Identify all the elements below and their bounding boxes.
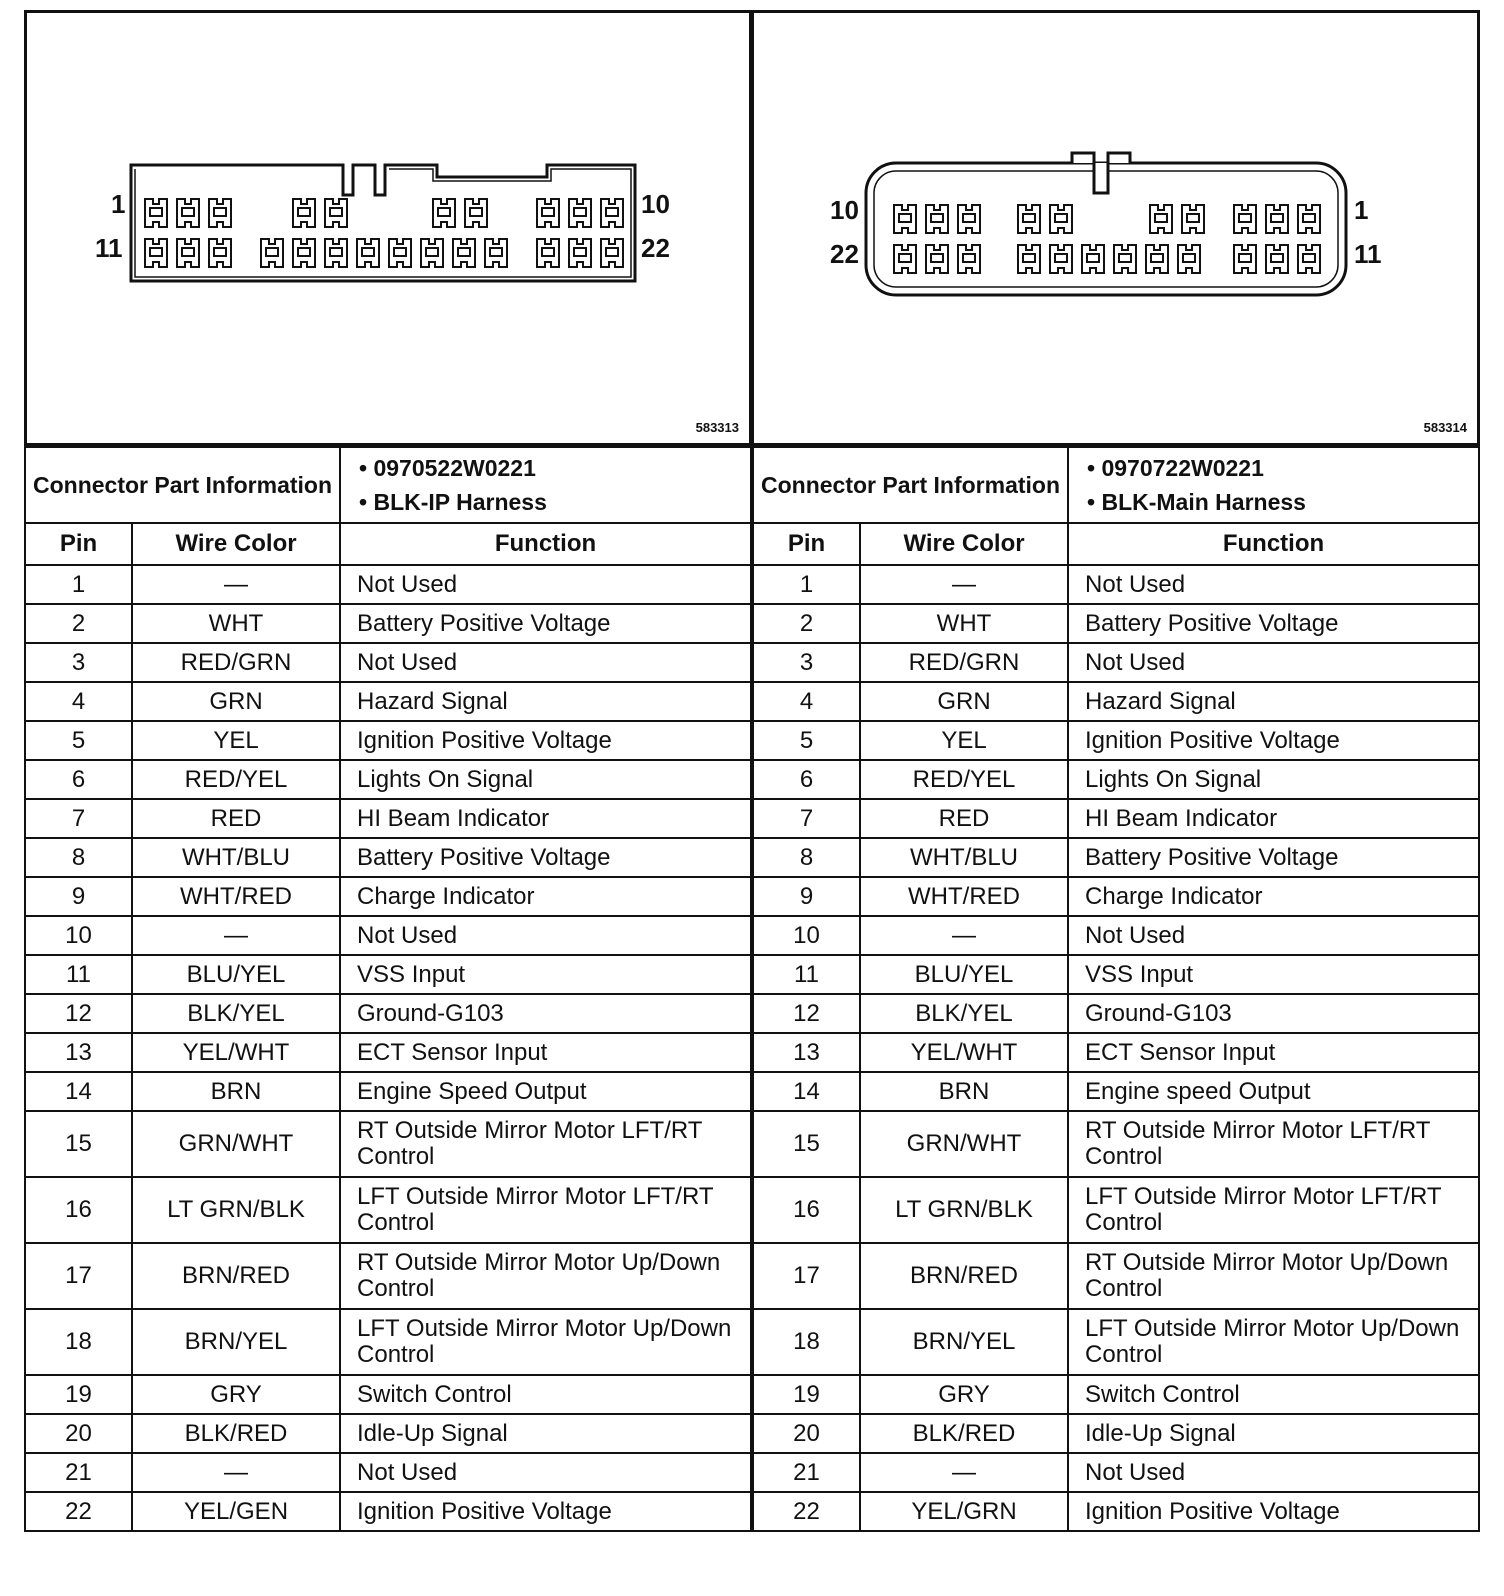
pin-function-cell: LFT Outside Mirror Motor Up/Down Control bbox=[340, 1309, 751, 1375]
table-row bbox=[25, 1177, 751, 1243]
pin-cavity bbox=[1298, 245, 1320, 273]
pin-pin-cell: 1 bbox=[753, 565, 860, 604]
pin-function-cell: Idle-Up Signal bbox=[340, 1414, 751, 1453]
pin-function-cell: Charge Indicator bbox=[1068, 877, 1479, 916]
pin-color-cell: LT GRN/BLK bbox=[860, 1177, 1068, 1243]
pin-function-cell: Engine Speed Output bbox=[340, 1072, 751, 1111]
right-pin-label-10: 10 bbox=[830, 195, 859, 225]
left-pin-label-22: 22 bbox=[641, 233, 670, 263]
pin-color-cell: BLK/YEL bbox=[132, 994, 340, 1033]
pin-cavity bbox=[537, 199, 559, 227]
pin-color-cell: BRN/RED bbox=[860, 1243, 1068, 1309]
pin-function-cell: Not Used bbox=[1068, 565, 1479, 604]
pin-cavity bbox=[1082, 245, 1104, 273]
pin-pin-cell: 8 bbox=[25, 838, 132, 877]
pin-color-cell: GRN/WHT bbox=[132, 1111, 340, 1177]
pin-pin-cell: 15 bbox=[25, 1111, 132, 1177]
pin-color-cell: WHT bbox=[132, 604, 340, 643]
table-row bbox=[753, 1177, 1479, 1243]
pin-function-cell: HI Beam Indicator bbox=[340, 799, 751, 838]
pin-pin-cell: 12 bbox=[753, 994, 860, 1033]
pin-function-cell: LFT Outside Mirror Motor Up/Down Control bbox=[1068, 1309, 1479, 1375]
pin-function-cell: Switch Control bbox=[340, 1375, 751, 1414]
pin-cavity bbox=[293, 199, 315, 227]
right-header-function: Function bbox=[1068, 523, 1479, 565]
left-part-info bbox=[340, 447, 751, 523]
pin-pin-cell: 7 bbox=[753, 799, 860, 838]
pin-color-cell: YEL/GEN bbox=[132, 1492, 340, 1531]
pin-color-cell: LT GRN/BLK bbox=[132, 1177, 340, 1243]
pin-pin-cell: 18 bbox=[753, 1309, 860, 1375]
pin-function-cell: Lights On Signal bbox=[1068, 760, 1479, 799]
pin-function-cell: Ignition Positive Voltage bbox=[340, 721, 751, 760]
right-header-color: Wire Color bbox=[860, 523, 1068, 565]
right-connector-drawing bbox=[754, 13, 1478, 443]
right-pin-label-1: 1 bbox=[1354, 195, 1369, 225]
table-row bbox=[25, 1111, 751, 1177]
pin-pin-cell: 9 bbox=[753, 877, 860, 916]
pin-color-cell: RED/YEL bbox=[132, 760, 340, 799]
pin-cavity bbox=[145, 239, 167, 267]
pin-color-cell: BRN/YEL bbox=[132, 1309, 340, 1375]
pin-cavity bbox=[293, 239, 315, 267]
pin-pin-cell: 15 bbox=[753, 1111, 860, 1177]
pin-color-cell: — bbox=[132, 1453, 340, 1492]
table-row bbox=[25, 565, 751, 604]
pin-function-cell: HI Beam Indicator bbox=[1068, 799, 1479, 838]
pin-color-cell: RED bbox=[860, 799, 1068, 838]
pin-pin-cell: 2 bbox=[25, 604, 132, 643]
pin-cavity bbox=[145, 199, 167, 227]
table-row bbox=[753, 1453, 1479, 1492]
pin-function-cell: VSS Input bbox=[340, 955, 751, 994]
right-header-pin: Pin bbox=[753, 523, 860, 565]
pin-pin-cell: 12 bbox=[25, 994, 132, 1033]
pin-cavity bbox=[537, 239, 559, 267]
pin-function-cell: Battery Positive Voltage bbox=[340, 604, 751, 643]
pin-function-cell: Ignition Positive Voltage bbox=[340, 1492, 751, 1531]
pin-cavity bbox=[958, 245, 980, 273]
table-row bbox=[25, 1453, 751, 1492]
pin-cavity bbox=[453, 239, 475, 267]
pin-pin-cell: 20 bbox=[753, 1414, 860, 1453]
pin-pin-cell: 9 bbox=[25, 877, 132, 916]
pin-cavity bbox=[1018, 205, 1040, 233]
pin-pin-cell: 11 bbox=[753, 955, 860, 994]
pin-pin-cell: 19 bbox=[25, 1375, 132, 1414]
pin-cavity bbox=[926, 205, 948, 233]
pin-function-cell: Idle-Up Signal bbox=[1068, 1414, 1479, 1453]
pin-pin-cell: 21 bbox=[25, 1453, 132, 1492]
pin-function-cell: Not Used bbox=[340, 916, 751, 955]
table-row bbox=[753, 1309, 1479, 1375]
pin-cavity bbox=[1150, 205, 1172, 233]
left-header-color: Wire Color bbox=[132, 523, 340, 565]
table-row bbox=[25, 682, 751, 721]
left-connector-drawing bbox=[27, 13, 751, 443]
pin-color-cell: RED/GRN bbox=[860, 643, 1068, 682]
left-figure-id: 583313 bbox=[695, 420, 739, 435]
pin-color-cell: BRN bbox=[860, 1072, 1068, 1111]
pin-function-cell: Engine speed Output bbox=[1068, 1072, 1479, 1111]
pin-color-cell: YEL bbox=[860, 721, 1068, 760]
pin-color-cell: RED bbox=[132, 799, 340, 838]
pin-pin-cell: 8 bbox=[753, 838, 860, 877]
left-pin-label-10: 10 bbox=[641, 189, 670, 219]
right-connector-diagram bbox=[752, 10, 1480, 446]
pin-pin-cell: 13 bbox=[25, 1033, 132, 1072]
pin-pin-cell: 20 bbox=[25, 1414, 132, 1453]
pin-cavity bbox=[389, 239, 411, 267]
left-info-label: Connector Part Information bbox=[25, 447, 340, 523]
pin-function-cell: Not Used bbox=[340, 565, 751, 604]
pin-cavity bbox=[1234, 205, 1256, 233]
pin-cavity bbox=[421, 239, 443, 267]
table-row bbox=[753, 643, 1479, 682]
pin-color-cell: BLU/YEL bbox=[132, 955, 340, 994]
left-pin-rows bbox=[25, 565, 751, 1531]
pin-pin-cell: 18 bbox=[25, 1309, 132, 1375]
pin-color-cell: — bbox=[860, 916, 1068, 955]
pin-function-cell: Not Used bbox=[340, 643, 751, 682]
pin-function-cell: Battery Positive Voltage bbox=[340, 838, 751, 877]
pin-color-cell: WHT/RED bbox=[132, 877, 340, 916]
left-cavity-group bbox=[145, 199, 623, 267]
pin-cavity bbox=[1178, 245, 1200, 273]
table-row bbox=[753, 565, 1479, 604]
table-row bbox=[753, 1375, 1479, 1414]
pin-color-cell: YEL bbox=[132, 721, 340, 760]
pin-cavity bbox=[1114, 245, 1136, 273]
pin-pin-cell: 4 bbox=[753, 682, 860, 721]
pin-function-cell: Battery Positive Voltage bbox=[1068, 604, 1479, 643]
pin-pin-cell: 7 bbox=[25, 799, 132, 838]
left-pin-label-11: 11 bbox=[95, 233, 123, 263]
table-row bbox=[25, 877, 751, 916]
right-part-number: • 0970722W0221 bbox=[1087, 451, 1472, 485]
pin-function-cell: Not Used bbox=[340, 1453, 751, 1492]
connector-sheet bbox=[24, 10, 1480, 1582]
right-part-info bbox=[1068, 447, 1479, 523]
right-pinout-table bbox=[752, 446, 1480, 1532]
pin-cavity bbox=[569, 199, 591, 227]
table-row bbox=[25, 838, 751, 877]
left-connector-panel bbox=[24, 10, 752, 1582]
table-row bbox=[25, 994, 751, 1033]
pin-pin-cell: 3 bbox=[753, 643, 860, 682]
table-row bbox=[25, 1309, 751, 1375]
pin-color-cell: BLK/RED bbox=[860, 1414, 1068, 1453]
pin-cavity bbox=[485, 239, 507, 267]
pin-pin-cell: 1 bbox=[25, 565, 132, 604]
pin-function-cell: Hazard Signal bbox=[340, 682, 751, 721]
pin-pin-cell: 3 bbox=[25, 643, 132, 682]
pin-function-cell: Lights On Signal bbox=[340, 760, 751, 799]
table-row bbox=[753, 955, 1479, 994]
table-row bbox=[25, 643, 751, 682]
table-row bbox=[25, 1243, 751, 1309]
table-row bbox=[25, 1375, 751, 1414]
pin-pin-cell: 16 bbox=[753, 1177, 860, 1243]
pin-function-cell: Ignition Positive Voltage bbox=[1068, 721, 1479, 760]
right-connector-panel bbox=[752, 10, 1480, 1582]
pin-color-cell: RED/YEL bbox=[860, 760, 1068, 799]
table-row bbox=[25, 916, 751, 955]
pin-cavity bbox=[209, 199, 231, 227]
pin-color-cell: WHT bbox=[860, 604, 1068, 643]
pin-cavity bbox=[209, 239, 231, 267]
pin-cavity bbox=[325, 199, 347, 227]
pin-cavity bbox=[1266, 205, 1288, 233]
left-pinout-table bbox=[24, 446, 752, 1532]
pin-cavity bbox=[177, 239, 199, 267]
pin-pin-cell: 4 bbox=[25, 682, 132, 721]
table-row bbox=[753, 682, 1479, 721]
right-harness: • BLK-Main Harness bbox=[1087, 485, 1472, 519]
pin-pin-cell: 2 bbox=[753, 604, 860, 643]
table-row bbox=[25, 799, 751, 838]
pin-function-cell: Ground-G103 bbox=[1068, 994, 1479, 1033]
pin-function-cell: RT Outside Mirror Motor Up/Down Control bbox=[340, 1243, 751, 1309]
table-row bbox=[753, 1033, 1479, 1072]
pin-function-cell: Not Used bbox=[1068, 643, 1479, 682]
pin-color-cell: YEL/WHT bbox=[860, 1033, 1068, 1072]
table-row bbox=[25, 1033, 751, 1072]
pin-function-cell: Ground-G103 bbox=[340, 994, 751, 1033]
right-cavity-group bbox=[894, 205, 1320, 273]
pin-cavity bbox=[1050, 245, 1072, 273]
pin-pin-cell: 6 bbox=[25, 760, 132, 799]
pin-cavity bbox=[894, 245, 916, 273]
table-row bbox=[25, 1072, 751, 1111]
pin-cavity bbox=[433, 199, 455, 227]
table-row bbox=[25, 1492, 751, 1531]
pin-function-cell: ECT Sensor Input bbox=[340, 1033, 751, 1072]
pin-cavity bbox=[1018, 245, 1040, 273]
pin-cavity bbox=[1182, 205, 1204, 233]
pin-pin-cell: 22 bbox=[25, 1492, 132, 1531]
pin-function-cell: Battery Positive Voltage bbox=[1068, 838, 1479, 877]
table-row bbox=[753, 721, 1479, 760]
pin-cavity bbox=[261, 239, 283, 267]
pin-color-cell: BLU/YEL bbox=[860, 955, 1068, 994]
pin-cavity bbox=[894, 205, 916, 233]
pin-cavity bbox=[1146, 245, 1168, 273]
table-row bbox=[25, 604, 751, 643]
pin-color-cell: — bbox=[860, 565, 1068, 604]
pin-function-cell: LFT Outside Mirror Motor LFT/RT Control bbox=[340, 1177, 751, 1243]
pin-function-cell: Not Used bbox=[1068, 1453, 1479, 1492]
pin-cavity bbox=[958, 205, 980, 233]
pin-pin-cell: 17 bbox=[753, 1243, 860, 1309]
pin-function-cell: RT Outside Mirror Motor Up/Down Control bbox=[1068, 1243, 1479, 1309]
pin-color-cell: YEL/GRN bbox=[860, 1492, 1068, 1531]
pin-color-cell: WHT/BLU bbox=[132, 838, 340, 877]
pin-cavity bbox=[177, 199, 199, 227]
pin-cavity bbox=[601, 199, 623, 227]
left-header-pin: Pin bbox=[25, 523, 132, 565]
pin-function-cell: Hazard Signal bbox=[1068, 682, 1479, 721]
right-info-label: Connector Part Information bbox=[753, 447, 1068, 523]
pin-color-cell: GRY bbox=[132, 1375, 340, 1414]
pin-color-cell: BLK/YEL bbox=[860, 994, 1068, 1033]
left-header-function: Function bbox=[340, 523, 751, 565]
table-row bbox=[753, 799, 1479, 838]
pin-cavity bbox=[601, 239, 623, 267]
pin-cavity bbox=[1050, 205, 1072, 233]
pin-cavity bbox=[1298, 205, 1320, 233]
pin-color-cell: WHT/RED bbox=[860, 877, 1068, 916]
pin-pin-cell: 21 bbox=[753, 1453, 860, 1492]
left-part-number: • 0970522W0221 bbox=[359, 451, 744, 485]
pin-color-cell: YEL/WHT bbox=[132, 1033, 340, 1072]
table-row bbox=[25, 955, 751, 994]
pin-cavity bbox=[1234, 245, 1256, 273]
left-harness: • BLK-IP Harness bbox=[359, 485, 744, 519]
pin-pin-cell: 6 bbox=[753, 760, 860, 799]
table-row bbox=[753, 1072, 1479, 1111]
pin-pin-cell: 17 bbox=[25, 1243, 132, 1309]
pin-function-cell: ECT Sensor Input bbox=[1068, 1033, 1479, 1072]
table-row bbox=[753, 760, 1479, 799]
pin-color-cell: GRN/WHT bbox=[860, 1111, 1068, 1177]
pin-cavity bbox=[465, 199, 487, 227]
pin-color-cell: GRN bbox=[860, 682, 1068, 721]
pin-color-cell: BRN/RED bbox=[132, 1243, 340, 1309]
pin-color-cell: BRN bbox=[132, 1072, 340, 1111]
pin-color-cell: — bbox=[132, 916, 340, 955]
pin-color-cell: — bbox=[132, 565, 340, 604]
right-pin-label-22: 22 bbox=[830, 239, 859, 269]
left-pin-label-1: 1 bbox=[111, 189, 126, 219]
table-row bbox=[753, 1414, 1479, 1453]
pin-color-cell: BRN/YEL bbox=[860, 1309, 1068, 1375]
pin-color-cell: GRN bbox=[132, 682, 340, 721]
pin-function-cell: LFT Outside Mirror Motor LFT/RT Control bbox=[1068, 1177, 1479, 1243]
right-pin-label-11: 11 bbox=[1354, 239, 1382, 269]
pin-pin-cell: 5 bbox=[25, 721, 132, 760]
table-row bbox=[753, 1111, 1479, 1177]
table-row bbox=[753, 1492, 1479, 1531]
pin-cavity bbox=[1266, 245, 1288, 273]
pin-function-cell: Switch Control bbox=[1068, 1375, 1479, 1414]
left-connector-diagram bbox=[24, 10, 752, 446]
pin-pin-cell: 10 bbox=[753, 916, 860, 955]
pin-function-cell: Ignition Positive Voltage bbox=[1068, 1492, 1479, 1531]
table-row bbox=[753, 1243, 1479, 1309]
pin-pin-cell: 11 bbox=[25, 955, 132, 994]
pin-color-cell: RED/GRN bbox=[132, 643, 340, 682]
pin-pin-cell: 16 bbox=[25, 1177, 132, 1243]
pin-function-cell: Charge Indicator bbox=[340, 877, 751, 916]
pin-pin-cell: 14 bbox=[25, 1072, 132, 1111]
pin-function-cell: RT Outside Mirror Motor LFT/RT Control bbox=[1068, 1111, 1479, 1177]
pin-pin-cell: 5 bbox=[753, 721, 860, 760]
table-row bbox=[753, 916, 1479, 955]
pin-function-cell: VSS Input bbox=[1068, 955, 1479, 994]
table-row bbox=[753, 994, 1479, 1033]
table-row bbox=[753, 838, 1479, 877]
pin-function-cell: RT Outside Mirror Motor LFT/RT Control bbox=[340, 1111, 751, 1177]
pin-color-cell: GRY bbox=[860, 1375, 1068, 1414]
table-row bbox=[753, 604, 1479, 643]
pin-color-cell: BLK/RED bbox=[132, 1414, 340, 1453]
pin-function-cell: Not Used bbox=[1068, 916, 1479, 955]
right-pin-rows bbox=[753, 565, 1479, 1531]
pin-pin-cell: 13 bbox=[753, 1033, 860, 1072]
right-figure-id: 583314 bbox=[1423, 420, 1467, 435]
pin-cavity bbox=[569, 239, 591, 267]
pin-color-cell: WHT/BLU bbox=[860, 838, 1068, 877]
pin-cavity bbox=[926, 245, 948, 273]
pin-pin-cell: 19 bbox=[753, 1375, 860, 1414]
table-row bbox=[753, 877, 1479, 916]
pin-pin-cell: 14 bbox=[753, 1072, 860, 1111]
table-row bbox=[25, 1414, 751, 1453]
pin-pin-cell: 22 bbox=[753, 1492, 860, 1531]
pin-color-cell: — bbox=[860, 1453, 1068, 1492]
table-row bbox=[25, 760, 751, 799]
pin-cavity bbox=[357, 239, 379, 267]
table-row bbox=[25, 721, 751, 760]
pin-cavity bbox=[325, 239, 347, 267]
pin-pin-cell: 10 bbox=[25, 916, 132, 955]
